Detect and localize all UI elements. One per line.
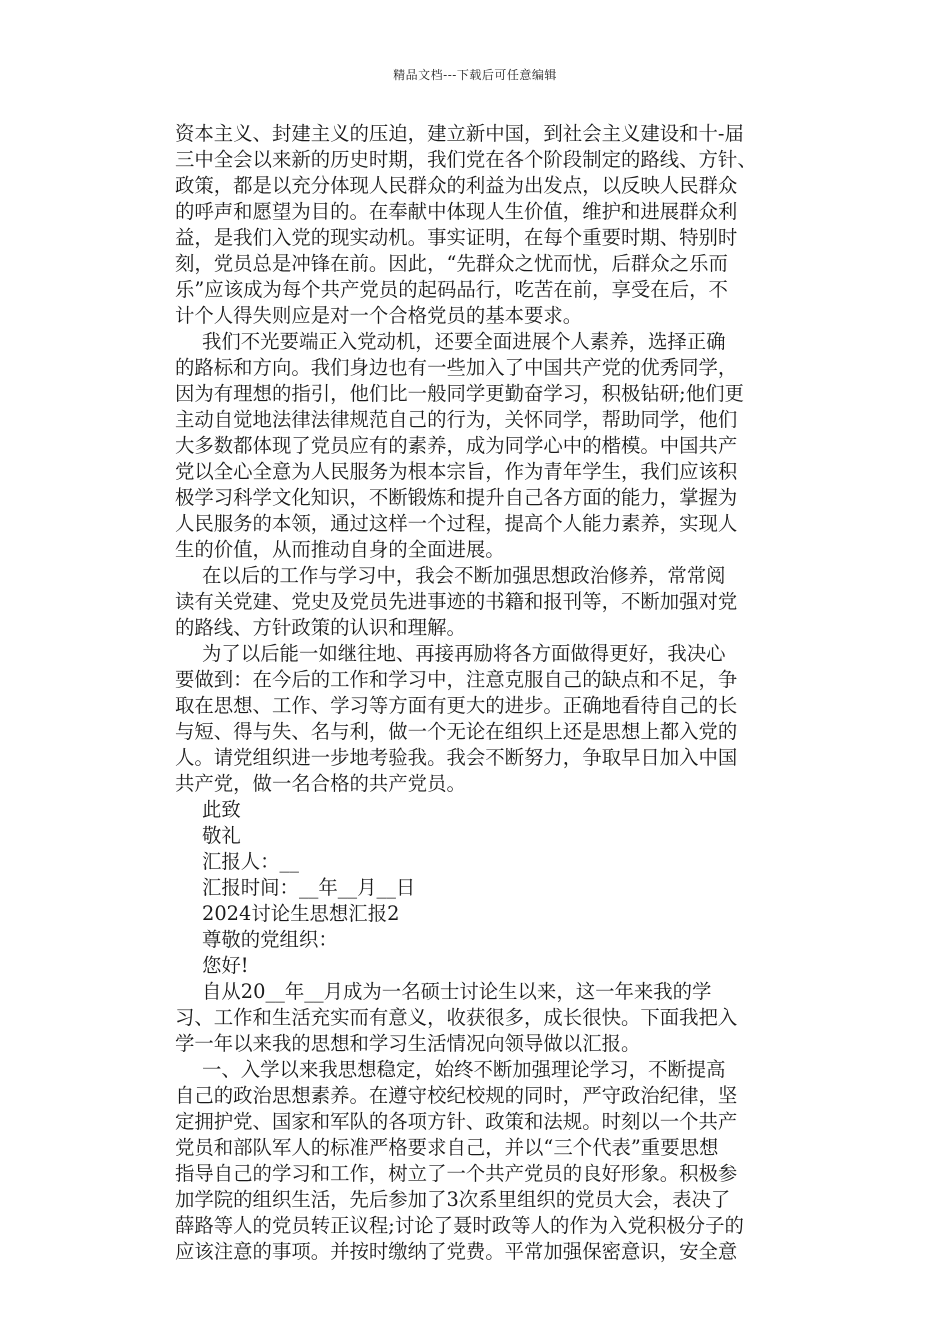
document-body [175, 121, 810, 1265]
text-line: 自从20__年__月成为一名硕士讨论生以来，这一年来我的学 [202, 980, 712, 1003]
text-line: 指导自己的学习和工作，树立了一个共产党员的良好形象。积极参 [175, 1162, 738, 1185]
text-line: 益，是我们入党的现实动机。事实证明，在每个重要时期、特别时 [175, 226, 738, 249]
text-line: 与短、得与失、名与利，做一个无论在组织上还是思想上都入党的 [175, 720, 738, 743]
text-line: 共产党，做一名合格的共产党员。 [175, 772, 466, 795]
text-line: 的路线、方针政策的认识和理解。 [175, 616, 466, 639]
text-line: 大多数都体现了党员应有的素养，成为同学心中的楷模。中国共产 [175, 434, 738, 457]
text-line: 生的价值，从而推动自身的全面进展。 [175, 538, 505, 561]
text-line: 此致 [202, 798, 241, 821]
text-line: 人。请党组织进一步地考验我。我会不断努力，争取早日加入中国 [175, 746, 738, 769]
text-line: 在以后的工作与学习中，我会不断加强思想政治修养，常常阅 [202, 564, 726, 587]
text-line: 一、入学以来我思想稳定，始终不断加强理论学习，不断提高 [202, 1058, 726, 1081]
text-line: 人民服务的本领，通过这样一个过程，提高个人能力素养，实现人 [175, 512, 738, 535]
text-line: 极学习科学文化知识，不断锻炼和提升自己各方面的能力，掌握为 [175, 486, 738, 509]
text-line: 您好! [202, 954, 249, 977]
text-line: 的路标和方向。我们身边也有一些加入了中国共产党的优秀同学， [175, 356, 738, 379]
text-line: 计个人得失则应是对一个合格党员的基本要求。 [175, 304, 583, 327]
text-line: 自己的政治思想素养。在遵守校纪校规的同时，严守政治纪律，坚 [175, 1084, 738, 1107]
text-line: 党以全心全意为人民服务为根本宗旨，作为青年学生，我们应该积 [175, 460, 738, 483]
text-line: 汇报人：__ [202, 850, 299, 873]
text-line: 2024讨论生思想汇报2 [202, 902, 400, 925]
text-line: 汇报时间：__年__月__日 [202, 876, 416, 899]
page-header: 精品文档---下载后可任意编辑 [393, 68, 557, 82]
text-line: 刻，党员总是冲锋在前。因此，“先群众之忧而忧，后群众之乐而 [175, 252, 728, 275]
text-line: 加学院的组织生活，先后参加了3次系里组织的党员大会，表决了 [175, 1188, 731, 1211]
text-line: 学一年以来我的思想和学习生活情况向领导做以汇报。 [175, 1032, 641, 1055]
text-line: 读有关党建、党史及党员先进事迹的书籍和报刊等，不断加强对党 [175, 590, 738, 613]
text-line: 乐”应该成为每个共产党员的起码品行，吃苦在前，享受在后，不 [175, 278, 728, 301]
text-line: 为了以后能一如继往地、再接再励将各方面做得更好，我决心 [202, 642, 726, 665]
text-line: 取在思想、工作、学习等方面有更大的进步。正确地看待自己的长 [175, 694, 738, 717]
text-line: 尊敬的党组织： [202, 928, 338, 951]
text-line: 薛路等人的党员转正议程;讨论了聂时政等人的作为入党积极分子的 [175, 1214, 744, 1237]
text-line: 因为有理想的指引，他们比一般同学更勤奋学习，积极钻研;他们更 [175, 382, 744, 405]
text-line: 我们不光要端正入党动机，还要全面进展个人素养，选择正确 [202, 330, 726, 353]
text-line: 主动自觉地法律法律规范自己的行为，关怀同学，帮助同学，他们 [175, 408, 738, 431]
text-line: 定拥护党、国家和军队的各项方针、政策和法规。时刻以一个共产 [175, 1110, 738, 1133]
text-line: 敬礼 [202, 824, 241, 847]
text-line: 资本主义、封建主义的压迫，建立新中国，到社会主义建设和十-届 [175, 122, 744, 145]
text-line: 政策，都是以充分体现人民群众的利益为出发点，以反映人民群众 [175, 174, 738, 197]
text-line: 要做到：在今后的工作和学习中，注意克服自己的缺点和不足，争 [175, 668, 738, 691]
text-line: 习、工作和生活充实而有意义，收获很多，成长很快。下面我把入 [175, 1006, 738, 1029]
text-line: 应该注意的事项。并按时缴纳了党费。平常加强保密意识，安全意 [175, 1240, 738, 1263]
text-line: 党员和部队军人的标准严格要求自己，并以“三个代表”重要思想 [175, 1136, 719, 1159]
text-line: 三中全会以来新的历史时期，我们党在各个阶段制定的路线、方针、 [175, 148, 757, 171]
text-line: 的呼声和愿望为目的。在奉献中体现人生价值，维护和进展群众利 [175, 200, 738, 223]
